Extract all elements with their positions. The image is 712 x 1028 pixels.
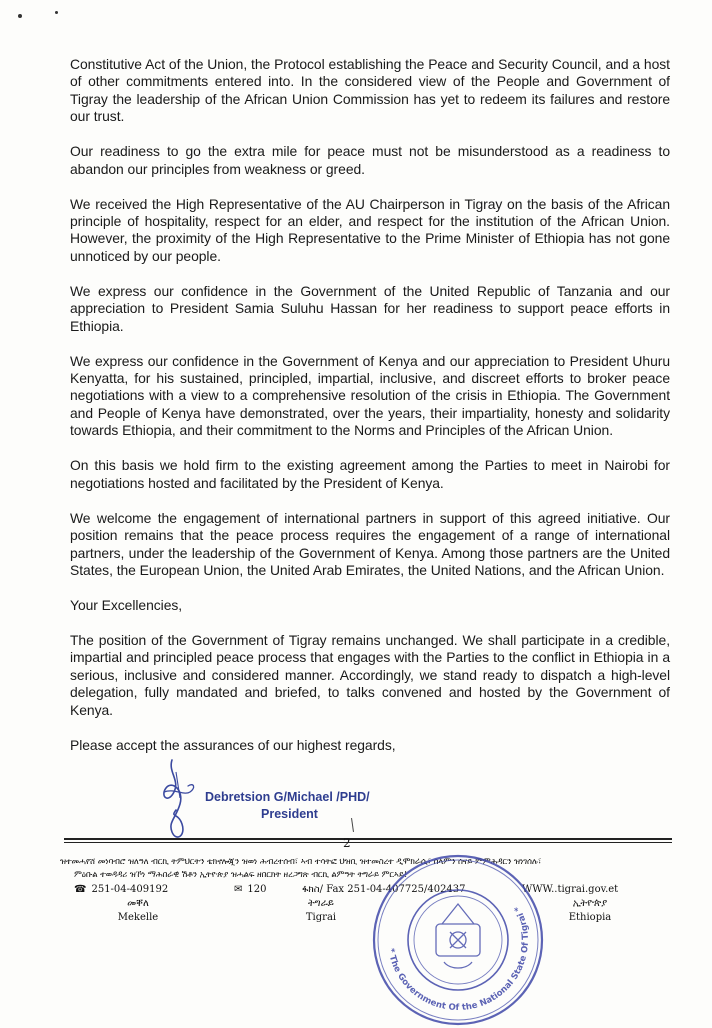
letter-body: [70, 56, 670, 754]
paragraph: We welcome the engagement of international partners in support of this agreed initiative. Our position remains that the peace process requires the engagement of a range of international partners, under the leadership of the Government of Kenya. Among those partners are the United States, the European Union, the United Arab Emirates, the United Nations, and the African Union.: [70, 509, 670, 578]
country-amharic: ኢትዮጵያ: [572, 898, 608, 909]
paragraph: We received the High Representative of the AU Chairperson in Tigray on the basis of the African principle of hospitality, respect for an elder, and respect for the institution of the African Union. However, the proximity of the High Representative to the Prime Minister of Ethiopia has not gone unnoticed by our people.: [70, 195, 670, 264]
region-amharic: ትግራይ: [308, 898, 334, 909]
phone-number: 251-04-409192: [91, 884, 169, 895]
paragraph: Constitutive Act of the Union, the Protocol establishing the Peace and Security Council, and a host of other commitments entered into. In the considered view of the People and Government of Tigray the leadership of the African Union Commission has yet to redeem its failures and restore our trust.: [70, 56, 670, 125]
footer-motto-line-1: ዝተመሓየሸ መነባብሮ ዝለዓለ ብርኪ ትምህርትን ቴክኖሎጂን ዝወነ ሕብረተሰብ፣ ኣብ ተሳትፎ ህዝቢ ዝተመስረተ ዲሞክራሲ፣ ሰላምን ሰናይ ምምሕዳርን ዝነገሰሉ፣: [60, 856, 542, 866]
footer-rule-top: [64, 838, 672, 840]
footer-motto-line-2: ምዕቡል ተወዳዳሪ ዝኾነ ማሕበራዊ ሽቶን ኢትዮጵያ ዝሓልፍ ዘበርክት ዘረጋግጽ ብርኪ ልምዓት ትግራይ ምርኣይ!: [74, 869, 408, 879]
footer-website: WWW..tigrai.gov.et: [522, 884, 619, 895]
city-name: Mekelle: [117, 912, 159, 923]
mail-icon: ✉: [234, 884, 243, 895]
paragraph: On this basis we hold firm to the existing agreement among the Parties to meet in Nairobi for negotiations hosted and facilitated by the President of Kenya.: [70, 457, 670, 491]
paragraph: We express our confidence in the Government of Kenya and our appreciation to President Uhuru Kenyatta, for his sustained, principled, impartial, inclusive, and discreet efforts to broker peace negotiations with a view to a comprehensive resolution of the crisis in Ethiopia. The Government and People of Kenya have demonstrated, over the years, their impartiality, honesty and solidarity towards Ethiopia, and their commitment to the Norms and Principles of the African Union.: [70, 352, 670, 439]
paragraph: We express our confidence in the Government of the United Republic of Tanzania and our appreciation to President Samia Suluhu Hassan for her readiness to support peace efforts in Ethiopia.: [70, 282, 670, 334]
stamp-english-text: * The Government Of the National State Of Tigrai *: [385, 904, 532, 1014]
signatory-title: President: [261, 807, 318, 821]
scan-speck: [18, 14, 22, 18]
signatory-name: Debretsion G/Michael /PHD/: [205, 790, 370, 804]
signatory-block: [205, 789, 370, 823]
paragraph: The position of the Government of Tigray remains unchanged. We shall participate in a credible, impartial and principled peace process that engages with the Parties to the conflict in Ethiopia in a serious, inclusive and considered manner. Accordingly, we stand ready to dispatch a high-level delegation, fully mandated and briefed, to talks convened and hosted by the Government of Kenya.: [70, 631, 670, 718]
phone-icon: ☎: [74, 884, 87, 895]
region-name: Tigrai: [305, 912, 337, 923]
footer-pobox: [234, 884, 266, 895]
footer-rule-bottom: [64, 842, 672, 843]
footer-fax: ፋክስ/ Fax 251-04-407725/402437: [302, 884, 466, 895]
official-seal-stamp: [370, 852, 546, 1028]
city-amharic: መቐለ: [127, 898, 149, 909]
closing-line: Please accept the assurances of our highest regards,: [70, 736, 396, 753]
paragraph: Our readiness to go the extra mile for peace must not be misunderstood as a readiness to abandon our principles from weakness or greed.: [70, 143, 670, 177]
scan-speck: [55, 11, 58, 14]
country-name: Ethiopia: [568, 912, 612, 923]
page-number: 2: [343, 836, 351, 850]
salutation: Your Excellencies,: [70, 596, 183, 613]
footer-phone: [74, 884, 168, 895]
pobox-number: 120: [247, 884, 267, 895]
